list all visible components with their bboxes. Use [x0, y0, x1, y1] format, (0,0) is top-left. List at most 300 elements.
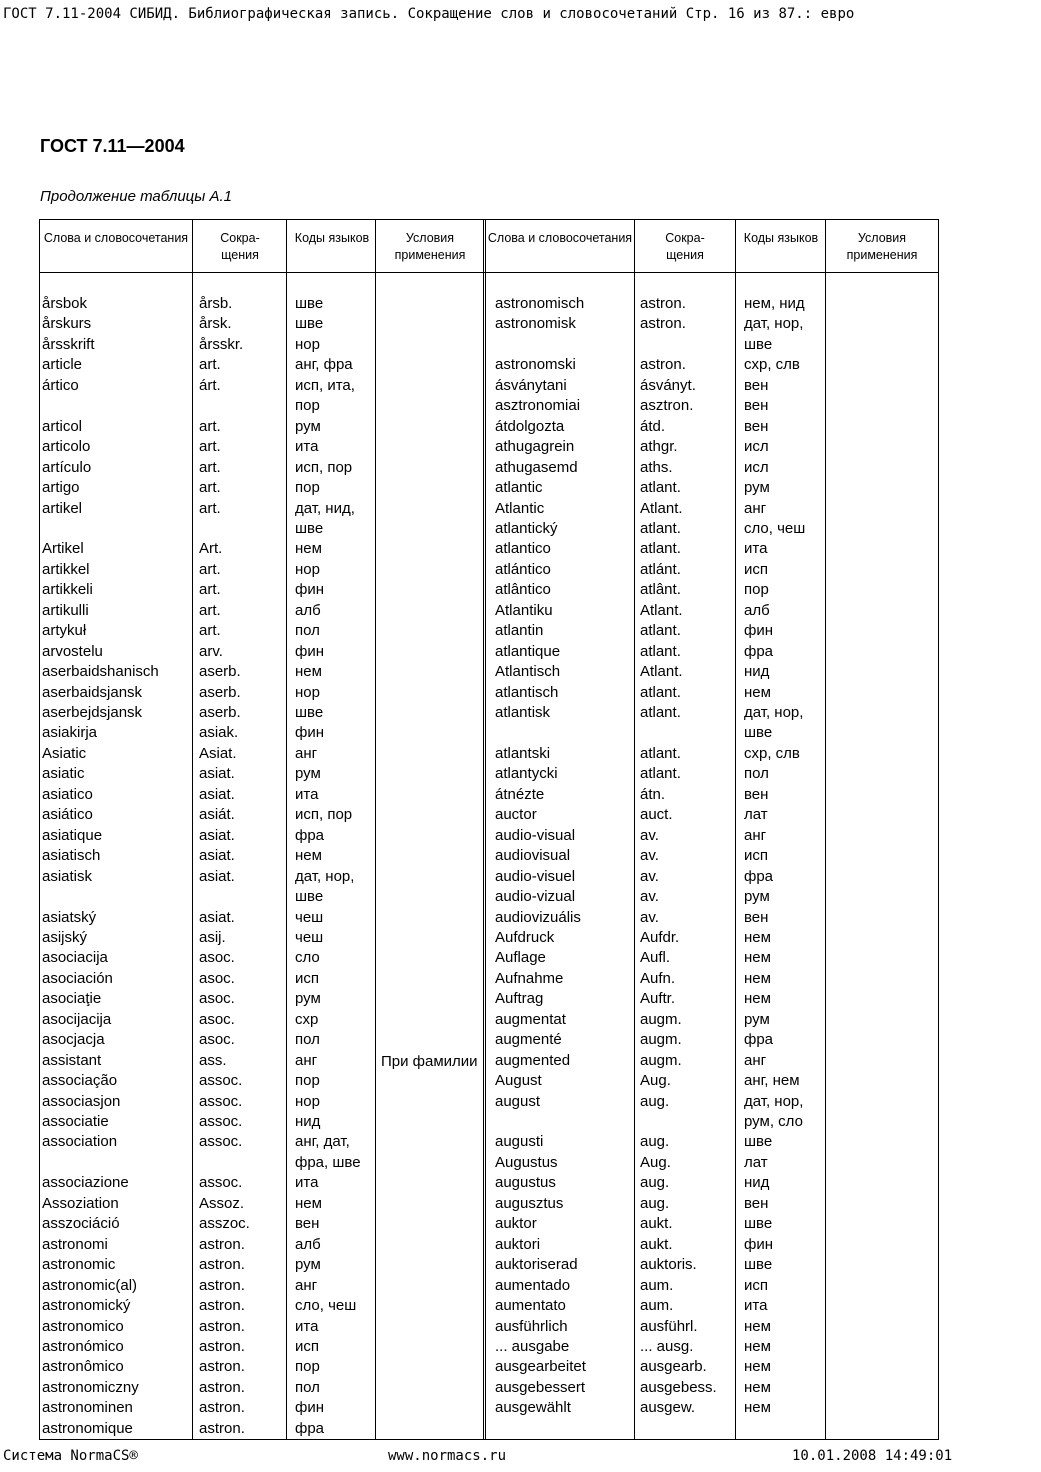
right-abbr-cell: av. [640, 847, 659, 865]
left-codes-cell: ита [295, 1317, 319, 1335]
right-word-cell: atlantický [495, 519, 558, 537]
col-divider [634, 220, 635, 1439]
left-abbr-cell: astron. [199, 1378, 245, 1396]
left-codes-cell: чеш [295, 908, 324, 926]
left-codes-cell: ита [295, 438, 319, 456]
left-codes-cell: исп [295, 1337, 320, 1355]
left-abbr-cell: assoc. [199, 1174, 243, 1192]
left-abbr-cell: astron. [199, 1337, 245, 1355]
right-abbr-cell: Atlant. [640, 499, 683, 517]
left-codes-cell: ита [295, 785, 319, 803]
left-abbr-cell: astron. [199, 1358, 245, 1376]
left-codes-cell: дат, нид, [295, 499, 355, 517]
th-conditions: Условия применения [394, 231, 466, 262]
right-codes-cell: нем [744, 1337, 771, 1355]
right-codes-cell: фра [744, 1031, 774, 1049]
right-abbr-cell: atlant. [640, 519, 681, 537]
left-codes-cell: анг [295, 744, 318, 762]
left-codes-cell: схр [295, 1010, 319, 1028]
th-words-2: Слова и словосочетания [487, 231, 633, 245]
left-codes-cell: пор [295, 1358, 320, 1376]
right-codes-cell: фин [744, 622, 774, 640]
right-codes-cell: фин [744, 1235, 774, 1253]
right-codes-cell: вен [744, 1194, 769, 1212]
right-word-cell: atlântico [495, 581, 551, 599]
left-word-cell: astronomický [42, 1297, 131, 1315]
right-abbr-cell: aukt. [640, 1215, 673, 1233]
right-abbr-cell: atlant. [640, 704, 681, 721]
left-word-cell: aserbejdsjansk [42, 704, 143, 721]
right-abbr-cell: atlânt. [640, 581, 681, 599]
right-word-cell: ausführlich [495, 1317, 568, 1335]
left-codes-cell: нем [295, 663, 322, 681]
right-word-cell: ausgearbeitet [495, 1358, 586, 1376]
th-codes: Коды языков [294, 231, 370, 245]
left-word-cell: associatie [42, 1113, 109, 1130]
condition-note: При фамилии [381, 1053, 478, 1070]
left-abbr-cell: asszoc. [199, 1215, 250, 1233]
right-codes-cell: нид [744, 1174, 770, 1192]
th-abbr: Сокра-щения [220, 231, 260, 262]
left-abbr-cell: astron. [199, 1256, 245, 1274]
left-abbr-cell: art. [199, 601, 221, 619]
left-codes-cell: пор [295, 397, 320, 415]
left-word-cell: asiático [42, 806, 93, 824]
left-codes-cell: сло [295, 949, 320, 967]
right-abbr-cell: astron. [640, 315, 686, 333]
right-codes-cell: исл [744, 438, 769, 456]
right-word-cell: átnézte [495, 785, 545, 803]
left-codes-cell: нем [295, 540, 322, 558]
left-abbr-cell: asoc. [199, 990, 235, 1008]
left-codes-cell: нор [295, 335, 320, 353]
right-abbr-cell: ausgebess. [640, 1378, 717, 1396]
right-codes-cell: пор [744, 581, 769, 599]
left-codes-cell: пол [295, 1378, 320, 1396]
right-word-cell: astronomski [495, 356, 576, 374]
right-abbr-cell: Aug. [640, 1153, 671, 1171]
right-word-cell: aumentado [495, 1276, 571, 1294]
right-word-cell: atlantin [495, 622, 544, 640]
left-codes-cell: исп, ита, [295, 376, 355, 394]
left-abbr-cell: asoc. [199, 1031, 235, 1049]
right-abbr-cell: aug. [640, 1174, 670, 1192]
left-codes-cell: нор [295, 1092, 320, 1110]
right-word-cell: athugagrein [495, 438, 575, 456]
right-word-cell: audio-vizual [495, 888, 576, 906]
left-word-cell: astronomic [42, 1256, 116, 1274]
left-word-cell: asiatisch [42, 847, 101, 865]
right-abbr-cell: av. [640, 888, 659, 906]
right-abbr-cell: atlant. [640, 683, 681, 701]
left-codes-cell: нор [295, 683, 320, 701]
left-abbr-cell: asoc. [199, 949, 235, 967]
right-codes-cell: исл [744, 458, 769, 476]
right-codes-cell: шве [744, 335, 773, 353]
left-word-cell: Assoziation [42, 1194, 119, 1212]
right-codes-cell: шве [744, 1256, 773, 1274]
left-word-cell: astronomique [42, 1419, 133, 1437]
left-codes-cell: ита [295, 1174, 319, 1192]
right-codes-cell: лат [744, 1153, 768, 1171]
th-codes-2: Коды языков [743, 231, 819, 245]
left-abbr-cell: astron. [199, 1317, 245, 1335]
right-abbr-cell: athgr. [640, 438, 678, 456]
left-abbr-cell: art. [199, 560, 221, 578]
right-codes-cell: рум [744, 479, 770, 497]
right-abbr-cell: augm. [640, 1051, 682, 1069]
right-codes-cell: нем [744, 969, 771, 987]
right-abbr-cell: Aufl. [640, 949, 671, 967]
left-word-cell: artykuł [42, 622, 87, 640]
right-codes-cell: схр, слв [744, 744, 800, 762]
left-codes-cell: рум [295, 990, 321, 1008]
left-abbr-cell: astron. [199, 1419, 245, 1437]
left-codes-cell: пор [295, 1072, 320, 1090]
left-word-cell: asiatic [42, 765, 85, 783]
right-word-cell: atlantique [495, 642, 561, 660]
footer-left: Система NormaCS® [3, 1448, 138, 1464]
left-abbr-cell: Art. [199, 540, 223, 558]
right-codes-cell: шве [744, 724, 773, 742]
left-word-cell: artikel [42, 499, 83, 517]
right-word-cell: augmentat [495, 1010, 566, 1028]
left-word-cell: årskurs [42, 315, 92, 333]
right-abbr-cell: auktoris. [640, 1256, 697, 1274]
left-abbr-cell: årsb. [199, 295, 233, 312]
left-word-cell: astronómico [42, 1337, 124, 1355]
right-word-cell: auktor [495, 1215, 537, 1233]
left-abbr-cell: asiak. [199, 724, 239, 742]
left-codes-cell: алб [295, 1235, 321, 1253]
right-word-cell: Aufnahme [495, 969, 564, 987]
right-codes-cell: вен [744, 417, 769, 435]
browser-header-line: ГОСТ 7.11-2004 СИБИД. Библиографическая запись. Сокращение слов и словосочетаний Стр. 16 из 87.: евро [3, 6, 855, 22]
table-caption: Продолжение таблицы А.1 [40, 188, 232, 205]
right-word-cell: ... ausgabe [495, 1337, 570, 1355]
left-word-cell: artigo [42, 479, 80, 497]
left-abbr-cell: art. [199, 479, 221, 497]
left-abbr-cell: asiát. [199, 806, 235, 824]
right-abbr-cell: Aufdr. [640, 928, 680, 946]
left-abbr-cell: aserb. [199, 663, 241, 681]
right-abbr-cell: aths. [640, 458, 673, 476]
right-word-cell: Atlantic [495, 499, 545, 517]
left-abbr-cell: asoc. [199, 969, 235, 987]
right-codes-cell: рум [744, 888, 770, 906]
doc-title: ГОСТ 7.11—2004 [40, 136, 185, 156]
left-word-cell: astronomico [42, 1317, 124, 1335]
left-codes-cell: шве [295, 704, 324, 721]
left-word-cell: associasjon [42, 1092, 121, 1110]
left-codes-cell: анг [295, 1276, 318, 1294]
left-word-cell: årsbok [42, 295, 88, 312]
left-abbr-cell: assoc. [199, 1113, 243, 1130]
left-codes-cell: исп [295, 969, 320, 987]
right-word-cell: átdolgozta [495, 417, 565, 435]
right-abbr-cell: augm. [640, 1031, 682, 1049]
left-abbr-cell: asij. [199, 928, 226, 946]
left-abbr-cell: art. [199, 438, 221, 456]
left-word-cell: asiakirja [42, 724, 98, 742]
right-word-cell: auktori [495, 1235, 541, 1253]
right-abbr-cell: atlant. [640, 765, 681, 783]
right-word-cell: astronomisk [495, 315, 576, 333]
left-word-cell: article [42, 356, 83, 374]
left-abbr-cell: årsskr. [199, 335, 244, 353]
left-word-cell: arvostelu [42, 642, 103, 660]
left-codes-cell: рум [295, 1256, 321, 1274]
left-word-cell: associazione [42, 1174, 129, 1192]
left-codes-cell: дат, нор, [295, 867, 355, 885]
left-abbr-cell: art. [199, 458, 221, 476]
footer-right: 10.01.2008 14:49:01 [792, 1448, 953, 1464]
left-abbr-cell: asiat. [199, 867, 235, 885]
left-word-cell: aserbaidshanisch [42, 663, 159, 681]
right-word-cell: atlantisch [495, 683, 559, 701]
right-word-cell: augusti [495, 1133, 544, 1151]
right-codes-cell: лат [744, 806, 768, 824]
left-codes-cell: анг [295, 1051, 318, 1069]
left-word-cell: asiatský [42, 908, 97, 926]
left-abbr-cell: assoc. [199, 1092, 243, 1110]
right-abbr-cell: atlant. [640, 642, 681, 660]
left-codes-cell: пол [295, 622, 320, 640]
left-word-cell: astronômico [42, 1358, 124, 1376]
left-codes-cell: фра [295, 1419, 325, 1437]
right-word-cell: Auflage [495, 949, 546, 967]
right-codes-cell: нем [744, 1358, 771, 1376]
right-abbr-cell: átd. [640, 417, 666, 435]
right-codes-cell: нид [744, 663, 770, 681]
left-abbr-cell: art. [199, 356, 221, 374]
left-codes-cell: пол [295, 1031, 320, 1049]
left-abbr-cell: astron. [199, 1235, 245, 1253]
right-abbr-cell: ausgearb. [640, 1358, 707, 1376]
right-codes-cell: нем, нид [744, 295, 805, 312]
right-word-cell: athugasemd [495, 458, 578, 476]
left-abbr-cell: aserb. [199, 683, 241, 701]
right-codes-cell: нем [744, 1399, 771, 1417]
right-codes-cell: вен [744, 908, 769, 926]
right-word-cell: ausgewählt [495, 1399, 571, 1417]
left-word-cell: ártico [42, 376, 79, 394]
right-codes-cell: исп [744, 560, 769, 578]
right-codes-cell: ита [744, 540, 768, 558]
left-word-cell: associação [42, 1072, 118, 1090]
left-word-cell: artículo [42, 458, 92, 476]
right-codes-cell: ита [744, 1297, 768, 1315]
col-divider [286, 220, 287, 1439]
left-abbr-cell: aserb. [199, 704, 241, 721]
right-abbr-cell: aug. [640, 1133, 670, 1151]
right-word-cell: ausgebessert [495, 1378, 586, 1396]
right-word-cell: atlantski [495, 744, 551, 762]
right-codes-cell: рум [744, 1010, 770, 1028]
left-abbr-cell: Asiat. [199, 744, 237, 762]
right-abbr-cell: av. [640, 867, 659, 885]
right-codes-cell: анг [744, 499, 767, 517]
right-codes-cell: дат, нор, [744, 1092, 804, 1110]
right-codes-cell: сло, чеш [744, 519, 806, 537]
left-word-cell: astronominen [42, 1399, 133, 1417]
left-word-cell: articolo [42, 438, 91, 456]
right-abbr-cell: asztron. [640, 397, 694, 415]
right-codes-cell: исп [744, 1276, 769, 1294]
right-abbr-cell: aug. [640, 1092, 670, 1110]
right-abbr-cell: Atlant. [640, 663, 683, 681]
right-codes-cell: дат, нор, [744, 704, 804, 721]
col-divider [192, 220, 193, 1439]
left-abbr-cell: art. [199, 417, 221, 435]
left-codes-cell: сло, чеш [295, 1297, 357, 1315]
th-words: Слова и словосочетания [43, 231, 189, 245]
right-word-cell: Augustus [495, 1153, 558, 1171]
left-word-cell: articol [42, 417, 83, 435]
right-abbr-cell: av. [640, 908, 659, 926]
right-word-cell: augustus [495, 1174, 556, 1192]
right-codes-cell: нем [744, 928, 771, 946]
left-codes-cell: шве [295, 295, 324, 312]
left-codes-cell: вен [295, 1215, 320, 1233]
right-codes-cell: вен [744, 785, 769, 803]
left-codes-cell: нем [295, 847, 322, 865]
right-codes-cell: схр, слв [744, 356, 800, 374]
left-abbr-cell: asiat. [199, 785, 235, 803]
right-codes-cell: нем [744, 1378, 771, 1396]
right-codes-cell: дат, нор, [744, 315, 804, 333]
left-abbr-cell: asiat. [199, 765, 235, 783]
right-abbr-cell: ausgew. [640, 1399, 696, 1417]
right-codes-cell: алб [744, 601, 770, 619]
right-word-cell: ásványtani [495, 376, 567, 394]
right-word-cell: audio-visual [495, 826, 576, 844]
left-word-cell: asiatisk [42, 867, 93, 885]
right-word-cell: Aufdruck [495, 928, 555, 946]
right-word-cell: audiovizuális [495, 908, 581, 926]
left-word-cell: artikkel [42, 560, 90, 578]
right-abbr-cell: atlánt. [640, 560, 681, 578]
right-word-cell: asztronomiai [495, 397, 581, 415]
left-word-cell: association [42, 1133, 118, 1151]
left-word-cell: artikkeli [42, 581, 93, 599]
right-word-cell: atlantisk [495, 704, 551, 721]
right-word-cell: audio-visuel [495, 867, 576, 885]
left-word-cell: astronomi [42, 1235, 108, 1253]
left-word-cell: asocjacja [42, 1031, 105, 1049]
left-word-cell: asszociáció [42, 1215, 120, 1233]
right-abbr-cell: Atlant. [640, 601, 683, 619]
left-abbr-cell: astron. [199, 1276, 245, 1294]
right-codes-cell: шве [744, 1215, 773, 1233]
th-abbr-2: Сокра-щения [665, 231, 705, 262]
right-word-cell: atlantycki [495, 765, 558, 783]
left-abbr-cell: astron. [199, 1297, 245, 1315]
right-abbr-cell: ausführl. [640, 1317, 698, 1335]
left-abbr-cell: assoc. [199, 1072, 243, 1090]
header-rule [40, 272, 938, 273]
left-abbr-cell: asiat. [199, 847, 235, 865]
left-abbr-cell: assoc. [199, 1133, 243, 1151]
right-word-cell: august [495, 1092, 541, 1110]
right-abbr-cell: Aug. [640, 1072, 671, 1090]
right-codes-cell: шве [744, 1133, 773, 1151]
right-abbr-cell: auct. [640, 806, 673, 824]
right-word-cell: augusztus [495, 1194, 564, 1212]
left-abbr-cell: art. [199, 581, 221, 599]
left-codes-cell: фра [295, 826, 325, 844]
left-codes-cell: чеш [295, 928, 324, 946]
right-abbr-cell: ... ausg. [640, 1337, 694, 1355]
col-divider [375, 220, 376, 1439]
right-codes-cell: анг [744, 1051, 767, 1069]
right-abbr-cell: átn. [640, 785, 666, 803]
left-codes-cell: шве [295, 519, 324, 537]
right-word-cell: atlántico [495, 560, 551, 578]
left-abbr-cell: árt. [199, 376, 221, 394]
right-word-cell: Atlantiku [495, 601, 553, 619]
left-codes-cell: фин [295, 724, 325, 742]
right-codes-cell: вен [744, 397, 769, 415]
left-codes-cell: нем [295, 1194, 322, 1212]
left-codes-cell: алб [295, 601, 321, 619]
left-word-cell: astronomic(al) [42, 1276, 138, 1294]
right-abbr-cell: atlant. [640, 622, 681, 640]
right-word-cell: auktoriserad [495, 1256, 578, 1274]
right-codes-cell: вен [744, 376, 769, 394]
left-word-cell: asocijacija [42, 1010, 112, 1028]
right-abbr-cell: Aufn. [640, 969, 676, 987]
left-codes-cell: фин [295, 581, 325, 599]
left-word-cell: asiatico [42, 785, 93, 803]
right-codes-cell: нем [744, 949, 771, 967]
right-abbr-cell: atlant. [640, 744, 681, 762]
left-word-cell: artikulli [42, 601, 89, 619]
col-divider [825, 220, 826, 1439]
footer-center: www.normacs.ru [388, 1448, 507, 1464]
left-codes-cell: фин [295, 1399, 325, 1417]
right-codes-cell: фра [744, 642, 774, 660]
left-codes-cell: шве [295, 315, 324, 333]
right-word-cell: audiovisual [495, 847, 571, 865]
right-abbr-cell: atlant. [640, 479, 681, 497]
right-codes-cell: анг [744, 826, 767, 844]
right-abbr-cell: aug. [640, 1194, 670, 1212]
left-abbr-cell: arv. [199, 642, 223, 660]
half-divider [483, 220, 486, 1439]
left-word-cell: asociacija [42, 949, 108, 967]
right-word-cell: astronomisch [495, 295, 585, 312]
left-word-cell: Asiatic [42, 744, 87, 762]
left-codes-cell: нид [295, 1113, 321, 1130]
left-codes-cell: нор [295, 560, 320, 578]
right-abbr-cell: astron. [640, 356, 686, 374]
left-abbr-cell: art. [199, 622, 221, 640]
left-word-cell: asijský [42, 928, 88, 946]
right-codes-cell: фра [744, 867, 774, 885]
right-word-cell: aumentato [495, 1297, 566, 1315]
left-codes-cell: пор [295, 479, 320, 497]
right-abbr-cell: ásványt. [640, 376, 696, 394]
th-conditions-2: Условия применения [846, 231, 918, 262]
left-abbr-cell: asiat. [199, 826, 235, 844]
left-abbr-cell: astron. [199, 1399, 245, 1417]
right-abbr-cell: augm. [640, 1010, 682, 1028]
left-word-cell: asociación [42, 969, 113, 987]
right-codes-cell: рум, сло [744, 1113, 803, 1130]
right-codes-cell: анг, нем [744, 1072, 800, 1090]
left-word-cell: årsskrift [42, 335, 95, 353]
